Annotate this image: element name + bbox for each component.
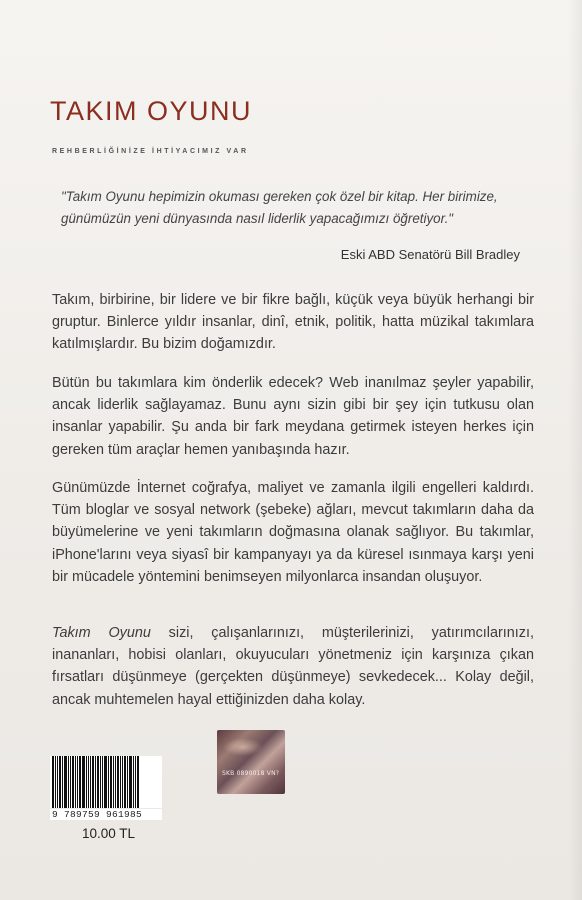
barcode-bar <box>102 756 103 808</box>
barcode-bar <box>90 756 91 808</box>
barcode-bar <box>57 756 58 808</box>
quote-attribution: Eski ABD Senatörü Bill Bradley <box>340 247 520 262</box>
book-title: TAKIM OYUNU <box>50 96 253 126</box>
barcode-bar <box>120 756 121 808</box>
barcode-block <box>50 756 162 820</box>
endorsement-quote: "Takım Oyunu hepimizin okuması gereken çok özel bir kitap. Her birimize, günümüzün yeni dünyasında nasıl liderlik yapacağımızı öğretiyor." <box>61 189 498 226</box>
barcode-bar <box>55 756 56 808</box>
barcode-bar <box>59 756 61 808</box>
barcode-bar <box>122 756 123 808</box>
barcode-bar <box>86 756 87 808</box>
blurb-paragraph-4 <box>52 622 534 711</box>
blurb-paragraph-3: Günümüzde İnternet coğrafya, maliyet ve zamanla ilgili engelleri kaldırdı. Tüm bloglar ve sosyal network (şebeke) ağları, mevcut takımların daha da büyümelerine ve yeni takımların doğmasına olanak sağlıyor. Bu takımlar, iPhone'larını veya siyasî bir kampanyayı ya da küresel ısınmaya karşı yeni bir mücadele yöntemini benimseyen milyonlarca insandan oluşuyor. <box>52 480 534 585</box>
isbn-number: 9 789759 961985 <box>50 809 162 820</box>
barcode-bar <box>77 756 78 808</box>
barcode-bar <box>110 756 112 808</box>
barcode-bar <box>108 756 109 808</box>
barcode-bar <box>117 756 119 808</box>
hologram-serial: SKB 0890018 VN? <box>222 770 280 777</box>
hologram-sticker <box>217 730 285 794</box>
barcode-bar <box>113 756 114 808</box>
barcode-icon <box>50 756 162 808</box>
cover-edge-shadow <box>568 0 582 900</box>
barcode-bar <box>72 756 74 808</box>
book-title-italic: Takım Oyunu <box>52 625 151 641</box>
barcode-bar <box>135 756 136 808</box>
barcode-bar <box>79 756 81 808</box>
book-subtitle: REHBERLİĞİNİZE İHTİYACIMIZ VAR <box>52 148 249 155</box>
barcode-bar <box>62 756 63 808</box>
barcode-bar <box>95 756 96 808</box>
barcode-bar <box>64 756 67 808</box>
barcode-bar <box>52 756 54 808</box>
barcode-bar <box>100 756 101 808</box>
barcode-bar <box>88 756 89 808</box>
barcode-bar <box>97 756 99 808</box>
barcode-bar <box>82 756 85 808</box>
barcode-bar <box>124 756 126 808</box>
barcode-bar <box>137 756 139 808</box>
price-label: 10.00 TL <box>82 826 136 841</box>
barcode-bar <box>115 756 116 808</box>
blurb-paragraph-2: Bütün bu takımlara kim önderlik edecek? Web inanılmaz şeyler yapabilir, ancak liderlik sağlayamaz. Bunu aynı sizin gibi bir şey için tutkusu olan insanlar yapabilir. Şu anda bir fark meydana getirmek isteyen herkes için gereken tüm araçlar hemen yanıbaşında hazır. <box>52 375 534 458</box>
barcode-bar <box>104 756 107 808</box>
barcode-bar <box>133 756 134 808</box>
barcode-bar <box>70 756 71 808</box>
barcode-bar <box>92 756 94 808</box>
barcode-bar <box>129 756 132 808</box>
barcode-bar <box>75 756 76 808</box>
barcode-bar <box>68 756 69 808</box>
barcode-bar <box>127 756 128 808</box>
blurb-paragraph-4-text: sizi, çalışanlarınızı, müşterilerinizi, yatırımcılarınızı, inananları, hobisi olanları, okuyucuları yönetmeniz için karşınıza çıkan fırsatları düşünmeye (gerçekten düşünmeye) sevkedecek... Kolay değil, ancak muhtemelen hayal ettiğinizden daha kolay. <box>52 625 534 708</box>
hologram-shine <box>223 738 263 756</box>
blurb-paragraph-1: Takım, birbirine, bir lidere ve bir fikre bağlı, küçük veya büyük herhangi bir gruptur. Binlerce yıldır insanlar, dinî, etnik, politik, hatta müzikal takımlara katılmışlardır. Bu bizim doğamızdır. <box>52 292 534 353</box>
